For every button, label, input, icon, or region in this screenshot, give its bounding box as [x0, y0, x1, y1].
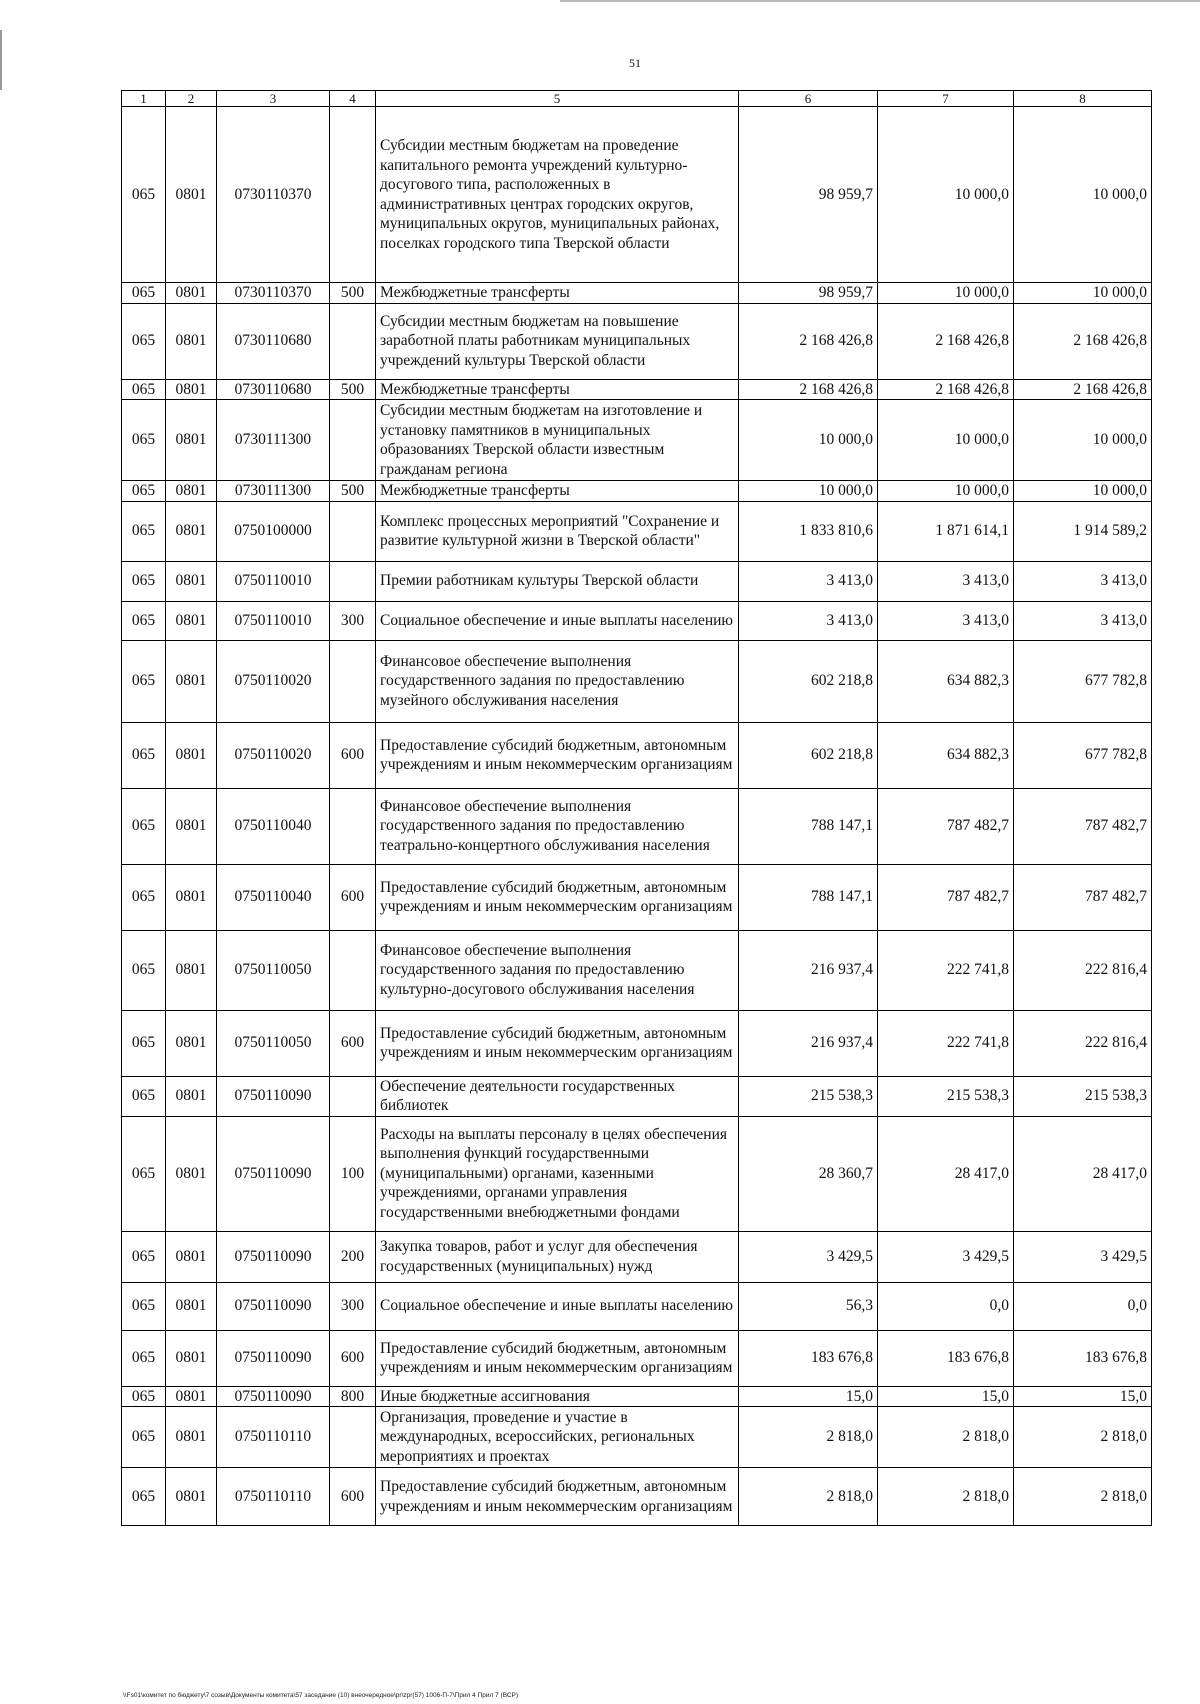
cell-expense-type: 600 — [330, 864, 376, 930]
cell-value-col8: 677 782,8 — [1014, 722, 1152, 788]
cell-value-col7: 215 538,3 — [878, 1076, 1014, 1116]
cell-expense-type: 600 — [330, 1330, 376, 1386]
cell-description: Предоставление субсидий бюджетным, автономным учреждениям и иным некоммерческим организациям — [376, 722, 739, 788]
cell-gr-code: 065 — [122, 1407, 166, 1468]
cell-gr-code: 065 — [122, 1468, 166, 1526]
cell-value-col6: 28 360,7 — [739, 1116, 878, 1231]
cell-value-col8: 215 538,3 — [1014, 1076, 1152, 1116]
cell-target-article: 0750110090 — [217, 1386, 330, 1407]
cell-value-col8: 2 818,0 — [1014, 1407, 1152, 1468]
cell-value-col8: 787 482,7 — [1014, 864, 1152, 930]
cell-target-article: 0750110010 — [217, 601, 330, 640]
cell-value-col8: 10 000,0 — [1014, 400, 1152, 481]
table-row — [122, 1231, 1152, 1282]
cell-value-col6: 2 818,0 — [739, 1407, 878, 1468]
cell-value-col7: 10 000,0 — [878, 107, 1014, 283]
cell-section-code: 0801 — [166, 1386, 217, 1407]
cell-value-col6: 216 937,4 — [739, 1010, 878, 1076]
cell-value-col6: 10 000,0 — [739, 481, 878, 502]
cell-expense-type — [330, 640, 376, 722]
cell-target-article: 0730111300 — [217, 481, 330, 502]
cell-description: Субсидии местным бюджетам на проведение капитального ремонта учреждений культурно-досугового типа, расположенных в административных центрах городских округов, муниципальных округов, муниципальных районах, поселках городского типа Тверской области — [376, 107, 739, 283]
cell-value-col7: 10 000,0 — [878, 481, 1014, 502]
cell-section-code: 0801 — [166, 722, 217, 788]
cell-target-article: 0750110090 — [217, 1076, 330, 1116]
table-header-row — [122, 91, 1152, 107]
cell-value-col7: 634 882,3 — [878, 722, 1014, 788]
cell-section-code: 0801 — [166, 107, 217, 283]
cell-value-col7: 2 168 426,8 — [878, 303, 1014, 379]
cell-value-col8: 2 168 426,8 — [1014, 303, 1152, 379]
cell-description: Иные бюджетные ассигнования — [376, 1386, 739, 1407]
cell-gr-code: 065 — [122, 864, 166, 930]
cell-description: Закупка товаров, работ и услуг для обеспечения государственных (муниципальных) нужд — [376, 1231, 739, 1282]
cell-value-col7: 10 000,0 — [878, 400, 1014, 481]
cell-gr-code: 065 — [122, 1386, 166, 1407]
cell-section-code: 0801 — [166, 400, 217, 481]
cell-section-code: 0801 — [166, 1231, 217, 1282]
page-number: 51 — [629, 56, 641, 70]
cell-expense-type — [330, 930, 376, 1010]
cell-value-col6: 10 000,0 — [739, 400, 878, 481]
column-header: 7 — [878, 91, 1014, 107]
cell-value-col8: 183 676,8 — [1014, 1330, 1152, 1386]
cell-value-col7: 3 413,0 — [878, 601, 1014, 640]
cell-value-col8: 10 000,0 — [1014, 283, 1152, 304]
cell-value-col6: 2 818,0 — [739, 1468, 878, 1526]
cell-target-article: 0750110050 — [217, 930, 330, 1010]
table-row — [122, 1116, 1152, 1231]
cell-section-code: 0801 — [166, 1330, 217, 1386]
cell-description: Предоставление субсидий бюджетным, автономным учреждениям и иным некоммерческим организациям — [376, 1330, 739, 1386]
table-row — [122, 283, 1152, 304]
column-header: 2 — [166, 91, 217, 107]
table-body — [122, 107, 1152, 1526]
cell-expense-type — [330, 107, 376, 283]
table-row — [122, 561, 1152, 601]
cell-target-article: 0730110370 — [217, 107, 330, 283]
cell-value-col8: 1 914 589,2 — [1014, 501, 1152, 561]
cell-gr-code: 065 — [122, 283, 166, 304]
cell-value-col6: 98 959,7 — [739, 283, 878, 304]
cell-value-col8: 787 482,7 — [1014, 788, 1152, 864]
column-header: 5 — [376, 91, 739, 107]
column-header: 6 — [739, 91, 878, 107]
cell-target-article: 0750110020 — [217, 722, 330, 788]
cell-section-code: 0801 — [166, 283, 217, 304]
cell-value-col6: 788 147,1 — [739, 864, 878, 930]
cell-gr-code: 065 — [122, 1076, 166, 1116]
cell-value-col7: 634 882,3 — [878, 640, 1014, 722]
cell-target-article: 0750110020 — [217, 640, 330, 722]
cell-value-col7: 183 676,8 — [878, 1330, 1014, 1386]
cell-value-col8: 28 417,0 — [1014, 1116, 1152, 1231]
table-row — [122, 788, 1152, 864]
cell-target-article: 0730110680 — [217, 303, 330, 379]
cell-target-article: 0750110050 — [217, 1010, 330, 1076]
cell-description: Организация, проведение и участие в международных, всероссийских, региональных мероприятиях и проектах — [376, 1407, 739, 1468]
cell-expense-type — [330, 1076, 376, 1116]
column-header: 3 — [217, 91, 330, 107]
cell-expense-type: 200 — [330, 1231, 376, 1282]
cell-value-col6: 602 218,8 — [739, 722, 878, 788]
cell-value-col6: 98 959,7 — [739, 107, 878, 283]
cell-section-code: 0801 — [166, 481, 217, 502]
cell-value-col7: 15,0 — [878, 1386, 1014, 1407]
cell-expense-type: 100 — [330, 1116, 376, 1231]
cell-section-code: 0801 — [166, 501, 217, 561]
cell-expense-type: 600 — [330, 1010, 376, 1076]
table-row — [122, 400, 1152, 481]
cell-value-col7: 2 818,0 — [878, 1407, 1014, 1468]
cell-description: Расходы на выплаты персоналу в целях обеспечения выполнения функций государственными (муниципальными) органами, казенными учреждениями, органами управления государственными внебюджетными фондами — [376, 1116, 739, 1231]
cell-section-code: 0801 — [166, 1076, 217, 1116]
cell-gr-code: 065 — [122, 640, 166, 722]
table-row — [122, 1386, 1152, 1407]
table-row — [122, 1407, 1152, 1468]
cell-value-col7: 787 482,7 — [878, 788, 1014, 864]
cell-value-col6: 3 429,5 — [739, 1231, 878, 1282]
cell-target-article: 0750110010 — [217, 561, 330, 601]
table-row — [122, 481, 1152, 502]
table-row — [122, 1330, 1152, 1386]
cell-expense-type — [330, 501, 376, 561]
cell-value-col7: 3 429,5 — [878, 1231, 1014, 1282]
cell-gr-code: 065 — [122, 1282, 166, 1330]
cell-description: Субсидии местным бюджетам на повышение заработной платы работникам муниципальных учреждений культуры Тверской области — [376, 303, 739, 379]
cell-target-article: 0750110040 — [217, 864, 330, 930]
cell-expense-type: 600 — [330, 1468, 376, 1526]
cell-value-col8: 3 413,0 — [1014, 561, 1152, 601]
table-row — [122, 379, 1152, 400]
cell-value-col6: 183 676,8 — [739, 1330, 878, 1386]
table-row — [122, 722, 1152, 788]
cell-target-article: 0750110040 — [217, 788, 330, 864]
cell-gr-code: 065 — [122, 561, 166, 601]
cell-value-col6: 602 218,8 — [739, 640, 878, 722]
cell-target-article: 0730110370 — [217, 283, 330, 304]
cell-gr-code: 065 — [122, 379, 166, 400]
table-row — [122, 1010, 1152, 1076]
cell-section-code: 0801 — [166, 561, 217, 601]
cell-gr-code: 065 — [122, 481, 166, 502]
cell-section-code: 0801 — [166, 640, 217, 722]
table-row — [122, 303, 1152, 379]
cell-value-col8: 0,0 — [1014, 1282, 1152, 1330]
table-row — [122, 1076, 1152, 1116]
cell-section-code: 0801 — [166, 379, 217, 400]
table-row — [122, 640, 1152, 722]
cell-expense-type: 300 — [330, 1282, 376, 1330]
cell-target-article: 0730111300 — [217, 400, 330, 481]
cell-value-col7: 2 168 426,8 — [878, 379, 1014, 400]
cell-target-article: 0730110680 — [217, 379, 330, 400]
cell-gr-code: 065 — [122, 930, 166, 1010]
cell-description: Социальное обеспечение и иные выплаты населению — [376, 601, 739, 640]
cell-section-code: 0801 — [166, 1282, 217, 1330]
cell-gr-code: 065 — [122, 1231, 166, 1282]
cell-gr-code: 065 — [122, 788, 166, 864]
cell-gr-code: 065 — [122, 501, 166, 561]
cell-value-col7: 0,0 — [878, 1282, 1014, 1330]
cell-gr-code: 065 — [122, 303, 166, 379]
cell-expense-type — [330, 1407, 376, 1468]
cell-section-code: 0801 — [166, 303, 217, 379]
cell-gr-code: 065 — [122, 107, 166, 283]
cell-value-col7: 28 417,0 — [878, 1116, 1014, 1231]
cell-description: Финансовое обеспечение выполнения государственного задания по предоставлению театрально-концертного обслуживания населения — [376, 788, 739, 864]
cell-value-col8: 2 168 426,8 — [1014, 379, 1152, 400]
cell-section-code: 0801 — [166, 1407, 217, 1468]
cell-value-col6: 1 833 810,6 — [739, 501, 878, 561]
cell-value-col7: 222 741,8 — [878, 1010, 1014, 1076]
cell-target-article: 0750110090 — [217, 1116, 330, 1231]
cell-gr-code: 065 — [122, 400, 166, 481]
cell-section-code: 0801 — [166, 930, 217, 1010]
cell-expense-type: 500 — [330, 481, 376, 502]
cell-value-col7: 222 741,8 — [878, 930, 1014, 1010]
cell-description: Межбюджетные трансферты — [376, 283, 739, 304]
cell-section-code: 0801 — [166, 1468, 217, 1526]
table-row — [122, 601, 1152, 640]
cell-expense-type — [330, 400, 376, 481]
column-header: 8 — [1014, 91, 1152, 107]
file-path-footer: \\Fs01\комитет по бюджету\7 созыв\Документы комитета\57 заседание (10) внеочередное\pr\zpr(57) 1006-П-7\Прил 4 Прил 7 (ВСР) — [123, 1692, 519, 1699]
cell-description: Межбюджетные трансферты — [376, 481, 739, 502]
cell-section-code: 0801 — [166, 864, 217, 930]
cell-expense-type — [330, 561, 376, 601]
cell-description: Премии работникам культуры Тверской области — [376, 561, 739, 601]
cell-expense-type — [330, 303, 376, 379]
cell-value-col8: 2 818,0 — [1014, 1468, 1152, 1526]
scan-edge-line — [560, 0, 1200, 2]
cell-value-col7: 787 482,7 — [878, 864, 1014, 930]
cell-target-article: 0750110090 — [217, 1282, 330, 1330]
column-header: 1 — [122, 91, 166, 107]
cell-value-col8: 3 429,5 — [1014, 1231, 1152, 1282]
cell-value-col8: 3 413,0 — [1014, 601, 1152, 640]
cell-gr-code: 065 — [122, 722, 166, 788]
cell-value-col6: 15,0 — [739, 1386, 878, 1407]
column-header: 4 — [330, 91, 376, 107]
budget-table — [121, 90, 1152, 1526]
cell-value-col6: 56,3 — [739, 1282, 878, 1330]
cell-gr-code: 065 — [122, 1116, 166, 1231]
cell-section-code: 0801 — [166, 1116, 217, 1231]
cell-section-code: 0801 — [166, 601, 217, 640]
table-row — [122, 501, 1152, 561]
cell-section-code: 0801 — [166, 788, 217, 864]
cell-expense-type: 600 — [330, 722, 376, 788]
cell-value-col8: 222 816,4 — [1014, 930, 1152, 1010]
cell-description: Социальное обеспечение и иные выплаты населению — [376, 1282, 739, 1330]
cell-target-article: 0750110090 — [217, 1330, 330, 1386]
cell-description: Обеспечение деятельности государственных библиотек — [376, 1076, 739, 1116]
cell-section-code: 0801 — [166, 1010, 217, 1076]
cell-value-col6: 2 168 426,8 — [739, 379, 878, 400]
cell-target-article: 0750110110 — [217, 1407, 330, 1468]
cell-expense-type: 500 — [330, 283, 376, 304]
cell-target-article: 0750100000 — [217, 501, 330, 561]
cell-value-col8: 10 000,0 — [1014, 107, 1152, 283]
cell-value-col6: 788 147,1 — [739, 788, 878, 864]
cell-description: Финансовое обеспечение выполнения государственного задания по предоставлению культурно-досугового обслуживания населения — [376, 930, 739, 1010]
table-row — [122, 930, 1152, 1010]
cell-target-article: 0750110110 — [217, 1468, 330, 1526]
cell-value-col8: 10 000,0 — [1014, 481, 1152, 502]
cell-gr-code: 065 — [122, 1010, 166, 1076]
cell-value-col6: 2 168 426,8 — [739, 303, 878, 379]
table-row — [122, 1468, 1152, 1526]
cell-description: Предоставление субсидий бюджетным, автономным учреждениям и иным некоммерческим организациям — [376, 1010, 739, 1076]
cell-expense-type: 500 — [330, 379, 376, 400]
cell-value-col8: 15,0 — [1014, 1386, 1152, 1407]
cell-description: Межбюджетные трансферты — [376, 379, 739, 400]
cell-description: Предоставление субсидий бюджетным, автономным учреждениям и иным некоммерческим организациям — [376, 864, 739, 930]
cell-value-col7: 10 000,0 — [878, 283, 1014, 304]
cell-value-col6: 216 937,4 — [739, 930, 878, 1010]
cell-gr-code: 065 — [122, 601, 166, 640]
cell-gr-code: 065 — [122, 1330, 166, 1386]
cell-value-col7: 3 413,0 — [878, 561, 1014, 601]
cell-target-article: 0750110090 — [217, 1231, 330, 1282]
cell-value-col8: 222 816,4 — [1014, 1010, 1152, 1076]
table-row — [122, 1282, 1152, 1330]
cell-description: Финансовое обеспечение выполнения государственного задания по предоставлению музейного обслуживания населения — [376, 640, 739, 722]
table-row — [122, 107, 1152, 283]
cell-value-col7: 2 818,0 — [878, 1468, 1014, 1526]
cell-description: Предоставление субсидий бюджетным, автономным учреждениям и иным некоммерческим организациям — [376, 1468, 739, 1526]
cell-value-col6: 3 413,0 — [739, 601, 878, 640]
table-row — [122, 864, 1152, 930]
cell-value-col7: 1 871 614,1 — [878, 501, 1014, 561]
cell-value-col6: 215 538,3 — [739, 1076, 878, 1116]
cell-expense-type: 300 — [330, 601, 376, 640]
cell-description: Субсидии местным бюджетам на изготовление и установку памятников в муниципальных образованиях Тверской области известным гражданам региона — [376, 400, 739, 481]
cell-description: Комплекс процессных мероприятий "Сохранение и развитие культурной жизни в Тверской области" — [376, 501, 739, 561]
cell-value-col6: 3 413,0 — [739, 561, 878, 601]
cell-value-col8: 677 782,8 — [1014, 640, 1152, 722]
cell-expense-type: 800 — [330, 1386, 376, 1407]
cell-expense-type — [330, 788, 376, 864]
